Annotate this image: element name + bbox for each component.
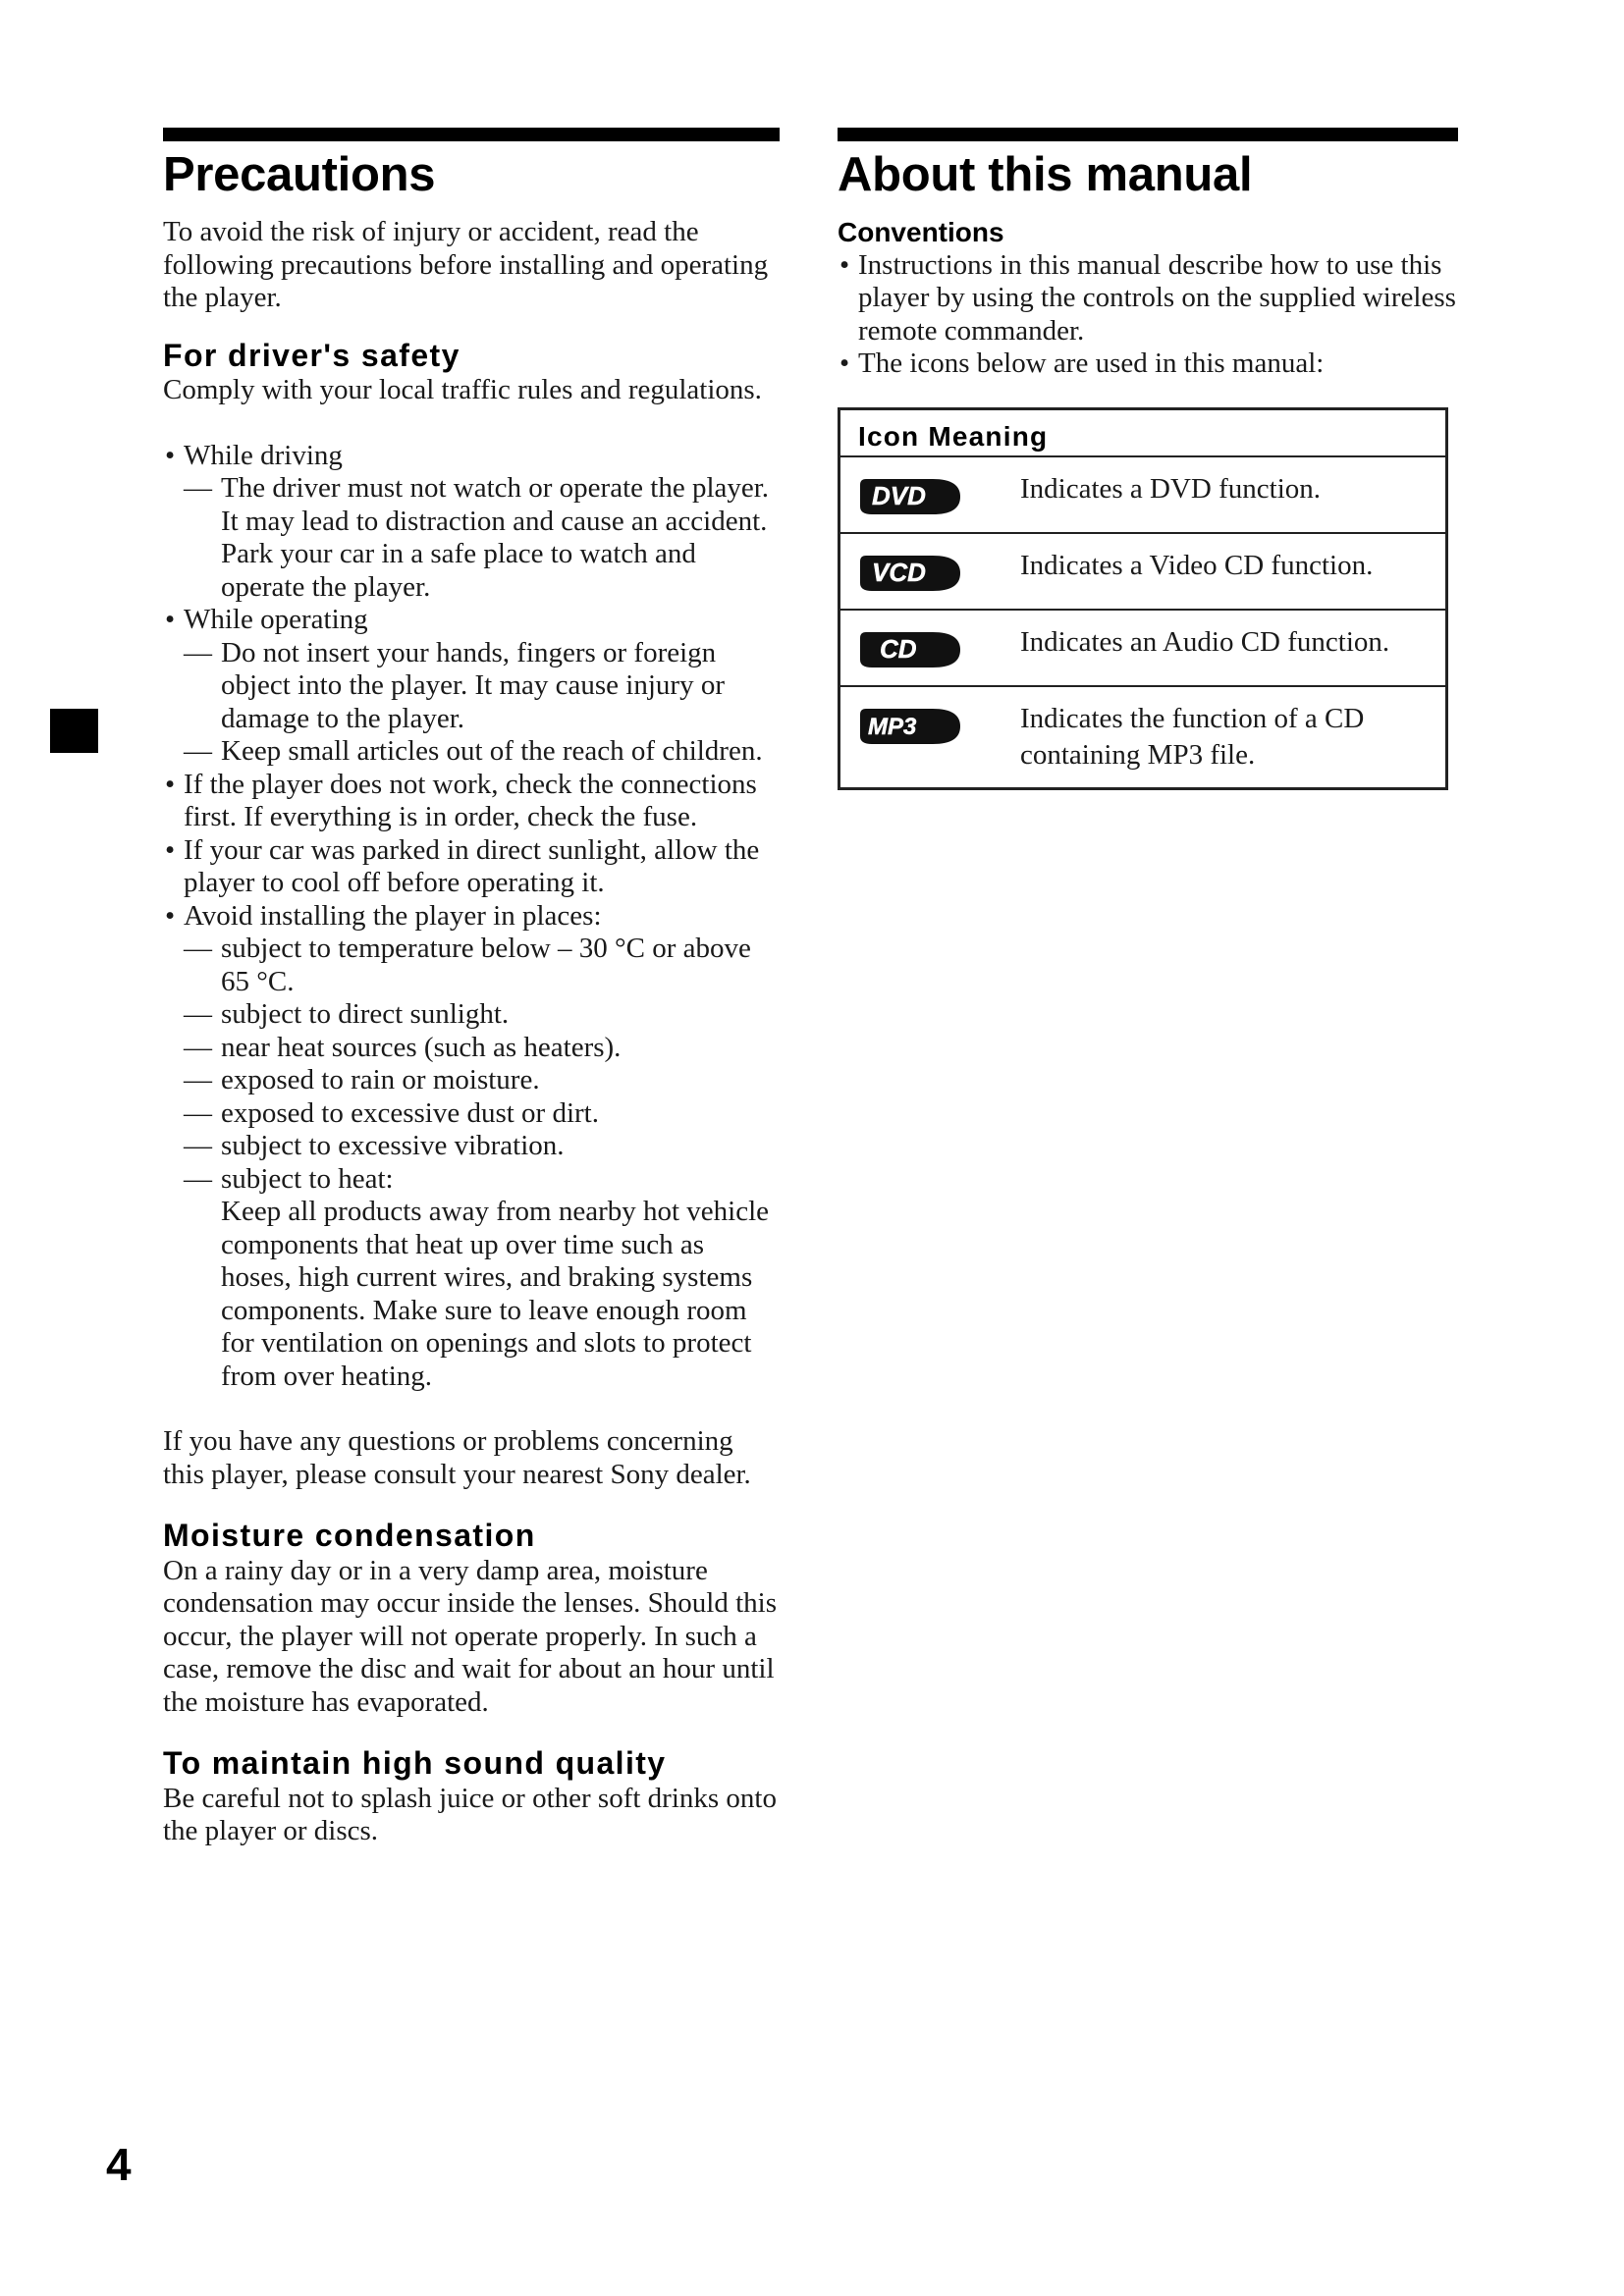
sub-list-item: — subject to excessive vibration.: [184, 1130, 780, 1163]
section-tab-marker: [50, 709, 98, 753]
list-item: [163, 440, 780, 605]
vcd-disc-icon: [858, 550, 966, 595]
sub-list-item: — subject to direct sunlight.: [184, 998, 780, 1032]
table-header-row: [839, 408, 1447, 456]
meaning-cell: Indicates the function of a CD containing MP3 file.: [1020, 686, 1447, 789]
list-item: • The icons below are used in this manual:: [838, 347, 1458, 381]
section-rule: [163, 128, 780, 141]
sub-list: [184, 472, 780, 604]
sub-list-text: subject to heat:: [221, 1162, 394, 1195]
icon-cell: [839, 533, 1021, 610]
table-row: [839, 456, 1447, 533]
table-row: [839, 610, 1447, 686]
svg-text:DVD: DVD: [872, 480, 926, 510]
precautions-list: [163, 440, 780, 1394]
list-item: • If the player does not work, check the connections first. If everything is in order, check the fuse.: [163, 769, 780, 834]
sub-list-item: — exposed to rain or moisture.: [184, 1064, 780, 1097]
heat-note: Keep all products away from nearby hot vehicle components that heat up over time such as hoses, high current wires, and braking systems components. Make sure to leave enough room for ventilation on openings and slots to protect from over heating.: [221, 1196, 770, 1392]
sub-list: [184, 637, 780, 769]
sub-list-item: — subject to temperature below – 30 °C or above 65 °C.: [184, 933, 780, 998]
precautions-column: [163, 128, 780, 1848]
table-row: [839, 686, 1447, 789]
page-number: 4: [106, 2139, 132, 2190]
table-header: Icon Meaning: [839, 408, 1447, 456]
icon-cell: [839, 686, 1021, 789]
svg-text:VCD: VCD: [872, 557, 926, 587]
list-item: [163, 604, 780, 769]
icon-cell: [839, 610, 1021, 686]
bullet-text: While driving: [184, 439, 343, 471]
sub-list: [184, 933, 780, 1393]
cd-disc-icon: [858, 626, 966, 671]
svg-text:MP3: MP3: [868, 713, 917, 740]
sub-list-item: — exposed to excessive dust or dirt.: [184, 1097, 780, 1131]
driver-safety-heading: For driver's safety: [163, 337, 460, 373]
list-item: [163, 900, 780, 1394]
list-item: • If your car was parked in direct sunlight, allow the player to cool off before operating it.: [163, 834, 780, 900]
icon-cell: [839, 456, 1021, 533]
sound-quality-heading: To maintain high sound quality: [163, 1745, 667, 1782]
sound-quality-text: Be careful not to splash juice or other soft drinks onto the player or discs.: [163, 1782, 777, 1847]
about-manual-title: About this manual: [838, 148, 1253, 201]
table-row: [839, 533, 1447, 610]
sub-list-item: — near heat sources (such as heaters).: [184, 1032, 780, 1065]
conventions-list: [838, 249, 1458, 381]
mp3-disc-icon: [858, 703, 966, 748]
meaning-cell: Indicates an Audio CD function.: [1020, 610, 1447, 686]
precautions-intro: To avoid the risk of injury or accident, read the following precautions before installing and operating the player.: [163, 216, 769, 314]
dvd-disc-icon: [858, 473, 966, 518]
bullet-text: Avoid installing the player in places:: [184, 899, 602, 932]
meaning-cell: Indicates a Video CD function.: [1020, 533, 1447, 610]
moisture-text: On a rainy day or in a very damp area, moisture condensation may occur inside the lenses. Should this occur, the player will not operate properly. In such a case, remove the disc and wait for about an hour until the moisture has evaporated.: [163, 1554, 778, 1718]
driver-safety-text: Comply with your local traffic rules and regulations.: [163, 374, 762, 406]
about-manual-column: [838, 128, 1458, 790]
icon-meaning-table: [838, 407, 1448, 790]
list-item: • Instructions in this manual describe how to use this player by using the controls on the supplied wireless remote commander.: [838, 249, 1458, 348]
precautions-title: Precautions: [163, 148, 436, 201]
sub-list-item: — Keep small articles out of the reach of children.: [184, 735, 780, 769]
svg-text:CD: CD: [880, 633, 917, 664]
meaning-cell: Indicates a DVD function.: [1020, 456, 1447, 533]
section-rule: [838, 128, 1458, 141]
moisture-heading: Moisture condensation: [163, 1518, 536, 1554]
closing-text: If you have any questions or problems concerning this player, please consult your nearest Sony dealer.: [163, 1425, 751, 1490]
sub-list-item: [184, 1163, 780, 1394]
sub-list-item: — Do not insert your hands, fingers or foreign object into the player. It may cause injury or damage to the player.: [184, 637, 780, 736]
sub-list-item: — The driver must not watch or operate the player. It may lead to distraction and cause an accident. Park your car in a safe place to watch and operate the player.: [184, 472, 780, 604]
conventions-heading: Conventions: [838, 217, 1004, 248]
bullet-text: While operating: [184, 604, 368, 636]
